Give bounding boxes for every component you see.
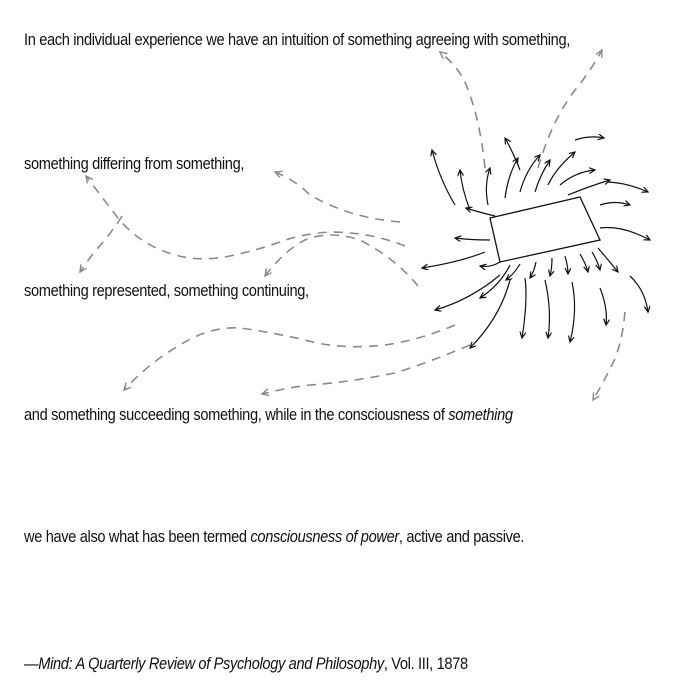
black-arrow [565,256,568,274]
citation-dash: — [24,654,39,673]
black-arrow [592,252,600,270]
black-arrow [600,228,650,241]
black-arrow [505,158,518,198]
black-arrow [460,170,470,210]
black-arrow [575,137,604,140]
text-power-lead: we have also what has been termed [24,527,251,546]
text-line-represented [24,282,309,299]
text-line-power [24,528,524,545]
black-arrow [535,160,550,192]
black-arrow [560,170,595,185]
black-arrow [422,252,485,268]
black-arrow [550,258,552,276]
black-arrow [580,254,588,272]
black-arrow [600,288,606,325]
central-rectangle [490,197,600,262]
black-arrow [630,276,648,312]
black-arrow [570,282,575,342]
black-arrow [568,180,610,195]
text-line-succeeding [24,406,513,423]
black-arrow [608,182,648,192]
black-arrow [530,262,536,278]
text-intuition: In each individual experience we have an intuition of something agreeing with something, [24,30,570,49]
text-succeeding: and something succeeding something, while in the consciousness of [24,405,449,424]
black-arrow [466,208,495,216]
citation [24,655,468,672]
black-arrow [455,238,490,240]
text-represented: something represented, something continuing, [24,281,309,300]
text-consciousness-of-power: consciousness of power [250,527,399,546]
citation-journal: Mind: A Quarterly Review of Psychology and Philosophy [38,654,384,673]
black-arrow [522,278,526,338]
citation-volume: , Vol. III, 1878 [383,654,468,673]
gray-arrow [86,176,405,259]
gray-arrow [440,52,485,168]
gray-arrow [124,325,455,390]
black-arrow [432,150,455,205]
black-arrow [548,152,575,185]
text-line-differing [24,155,244,172]
text-differing: something differing from something, [24,154,245,173]
gray-arrow [262,345,470,394]
black-arrow [598,248,618,272]
black-arrow [486,168,490,205]
black-arrow [480,262,500,267]
black-arrow [505,138,520,170]
gray-arrow [275,172,400,222]
black-arrow [435,275,500,310]
text-something-italic: something [448,405,513,424]
gray-arrow [265,235,418,286]
text-line-intuition [24,31,570,48]
gray-arrow [593,312,625,400]
black-arrow [506,264,520,280]
black-arrow [545,280,549,338]
text-power-tail: , active and passive. [398,527,525,546]
gray-arrow [80,216,122,272]
black-arrow [600,203,630,206]
gray-arrow [538,50,602,168]
